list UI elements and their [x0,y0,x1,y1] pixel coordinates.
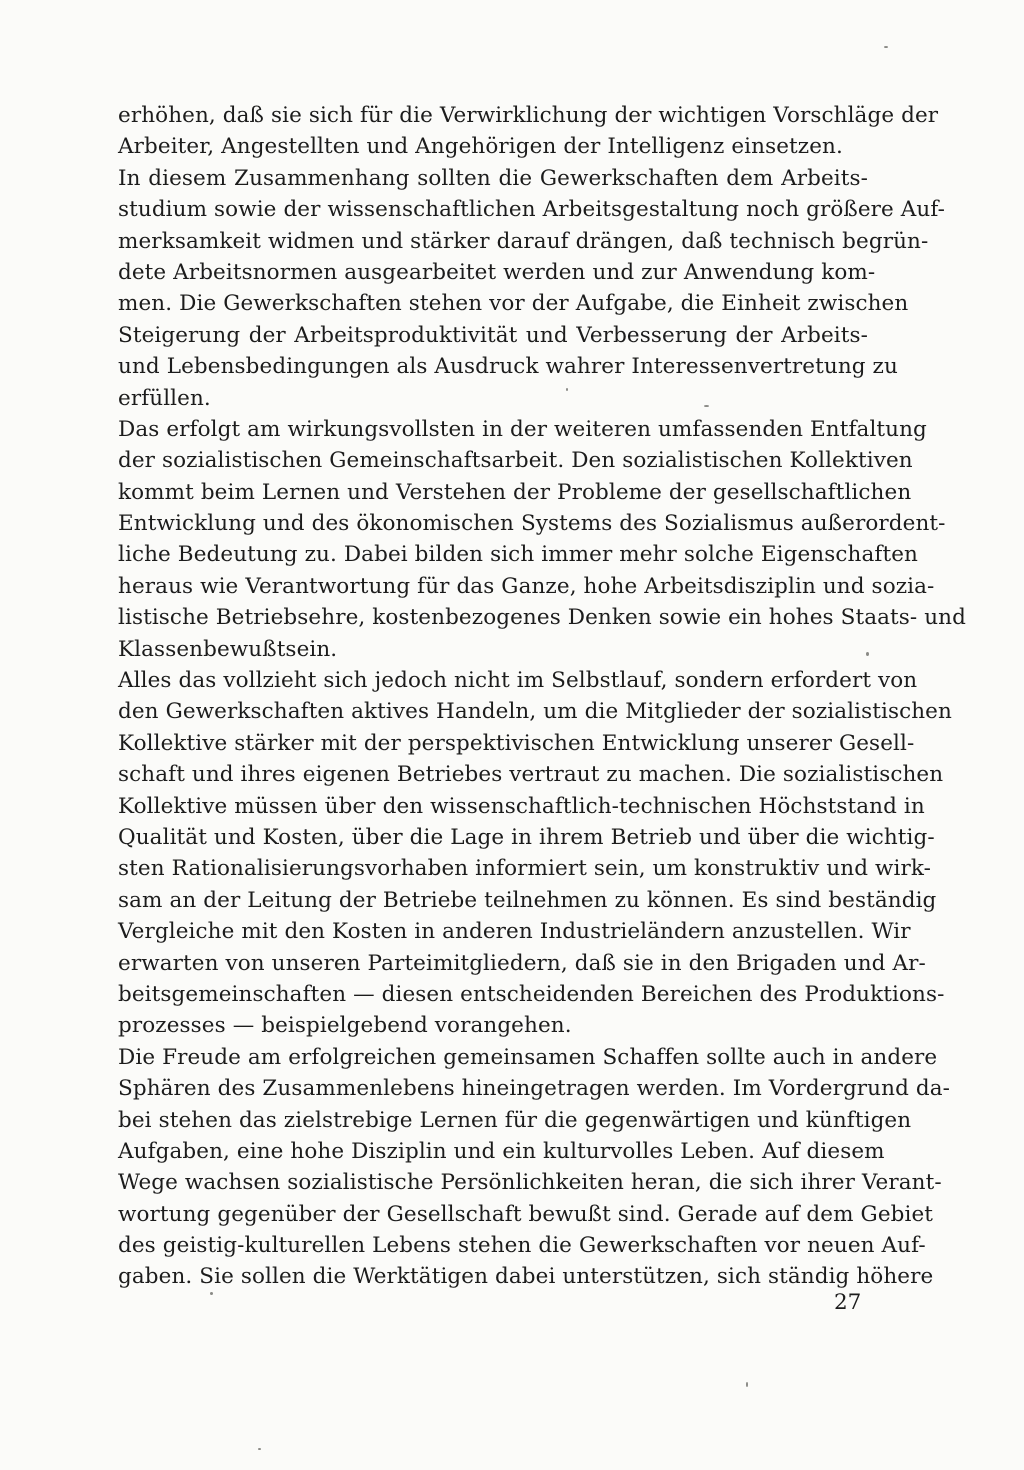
text-line: beitsgemeinschaften — diesen entscheidenden Bereichen des Produktions- [118,981,945,1007]
text-line: erfüllen. [118,385,211,411]
scan-speck [210,1292,213,1295]
text-line: erhöhen, daß sie sich für die Verwirklichung der wichtigen Vorschläge der [118,103,939,128]
text-line: gaben. Sie sollen die Werktätigen dabei unterstützen, sich ständig höhere [118,1264,934,1290]
text-line: Arbeiter, Angestellten und Angehörigen der Intelligenz einsetzen. [118,134,843,160]
text-line: Qualität und Kosten, über die Lage in ihrem Betrieb und über die wichtig- [118,824,935,850]
text-line: Steigerung der Arbeitsproduktivität und Verbesserung der Arbeits- [118,322,868,348]
text-line: Wege wachsen sozialistische Persönlichkeiten heran, die sich ihrer Verant- [118,1170,942,1196]
text-line: Entwicklung und des ökonomischen Systems des Sozialismus außerordent- [118,511,946,537]
text-line: Klassenbewußtsein. [118,636,338,662]
text-line: listische Betriebsehre, kostenbezogenes Denken sowie ein hohes Staats- und [118,605,966,631]
text-line: studium sowie der wissenschaftlichen Arbeitsgestaltung noch größere Auf- [118,197,946,223]
text-line: Aufgaben, eine hohe Disziplin und ein kulturvolles Leben. Auf diesem [118,1138,885,1164]
text-line: kommt beim Lernen und Verstehen der Probleme der gesellschaftlichen [118,479,912,505]
text-line: Die Freude am erfolgreichen gemeinsamen Schaffen sollte auch in andere [118,1044,938,1070]
text-line: In diesem Zusammenhang sollten die Gewerkschaften dem Arbeits- [118,165,868,191]
scan-speck [866,652,869,656]
scan-speck [884,46,888,48]
text-line: den Gewerkschaften aktives Handeln, um die Mitglieder der sozialistischen [118,699,952,725]
text-line: men. Die Gewerkschaften stehen vor der Aufgabe, die Einheit zwischen [118,291,909,317]
body-text [118,100,966,1293]
text-line: Kollektive müssen über den wissenschaftlich-technischen Höchststand in [118,793,925,819]
text-line: dete Arbeitsnormen ausgearbeitet werden und zur Anwendung kom- [118,259,876,285]
text-line: des geistig-kulturellen Lebens stehen die Gewerkschaften vor neuen Auf- [118,1233,926,1259]
text-line: der sozialistischen Gemeinschaftsarbeit. Den sozialistischen Kollektiven [118,448,913,474]
text-line: heraus wie Verantwortung für das Ganze, hohe Arbeitsdisziplin und sozia- [118,573,935,599]
text-line: und Lebensbedingungen als Ausdruck wahrer Interessenvertretung zu [118,354,898,380]
text-line: sten Rationalisierungsvorhaben informiert sein, um konstruktiv und wirk- [118,856,932,882]
text-line: Alles das vollzieht sich jedoch nicht im Selbstlauf, sondern erfordert von [118,668,918,694]
text-line: liche Bedeutung zu. Dabei bilden sich immer mehr solche Eigenschaften [118,542,918,568]
text-line: wortung gegenüber der Gesellschaft bewußt sind. Gerade auf dem Gebiet [118,1201,934,1227]
scan-speck [566,388,568,391]
text-line: Kollektive stärker mit der perspektivischen Entwicklung unserer Gesell- [118,730,915,756]
scan-speck [258,1448,261,1450]
text-line: Das erfolgt am wirkungsvollsten in der weiteren umfassenden Entfaltung [118,416,927,442]
text-line: sam an der Leitung der Betriebe teilnehmen zu können. Es sind beständig [118,887,937,913]
text-line: bei stehen das zielstrebige Lernen für die gegenwärtigen und künftigen [118,1107,912,1133]
text-line: Sphären des Zusammenlebens hineingetragen werden. Im Vordergrund da- [118,1076,951,1102]
text-line: Vergleiche mit den Kosten in anderen Industrieländern anzustellen. Wir [118,919,911,945]
page-number: 27 [834,1290,862,1315]
scan-speck [704,405,709,407]
text-line: schaft und ihres eigenen Betriebes vertraut zu machen. Die sozialistischen [118,762,944,788]
text-line: erwarten von unseren Parteimitgliedern, daß sie in den Brigaden und Ar- [118,950,926,976]
text-line: merksamkeit widmen und stärker darauf drängen, daß technisch begrün- [118,228,929,254]
text-line: prozesses — beispielgebend vorangehen. [118,1013,572,1039]
scan-speck [746,1382,748,1387]
